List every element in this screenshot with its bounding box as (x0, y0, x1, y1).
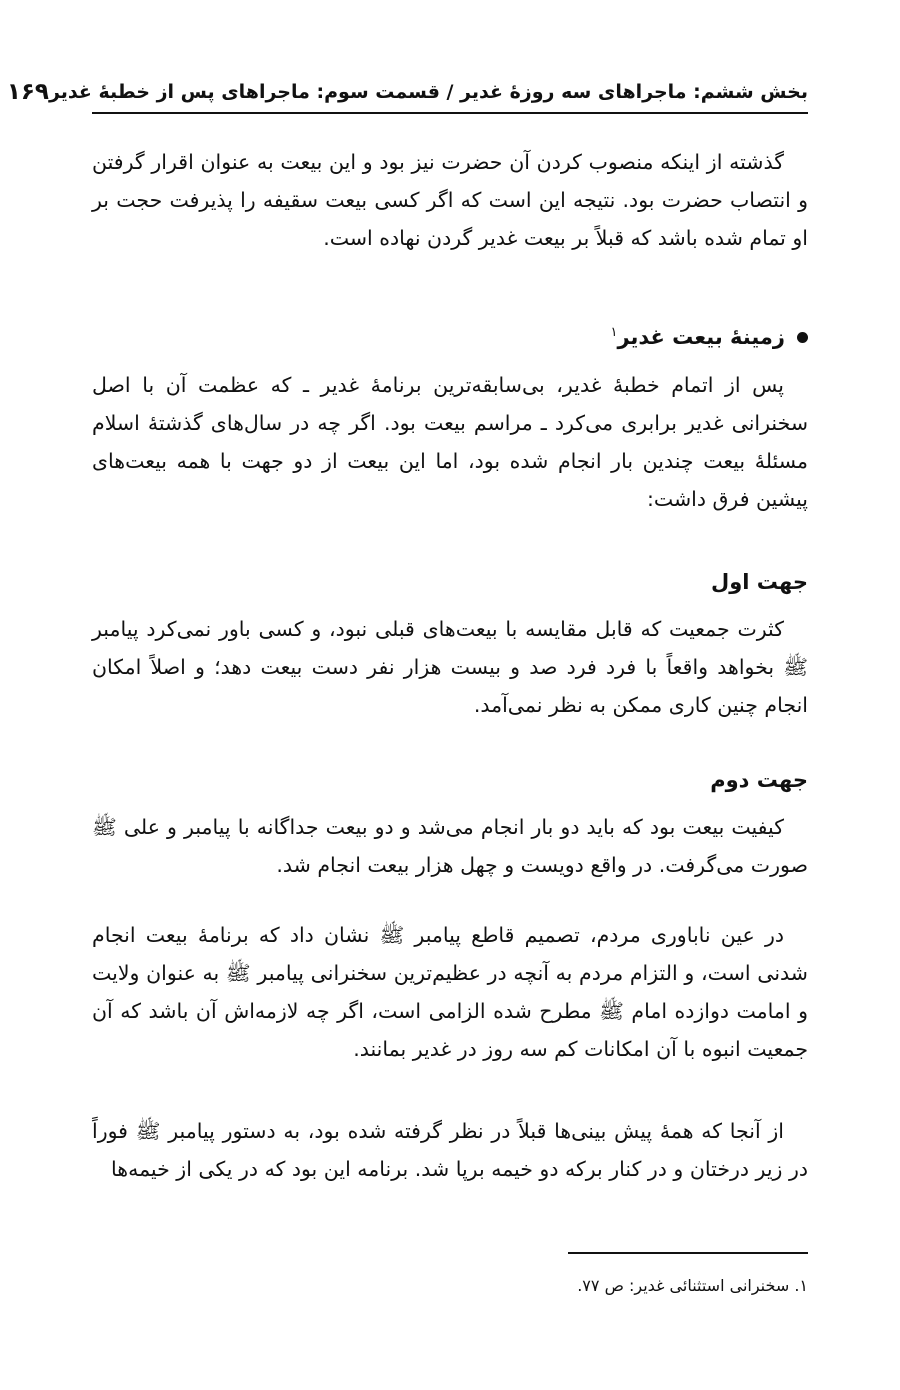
decision-paragraph-block (92, 916, 808, 1068)
section-heading (92, 325, 808, 349)
intro-paragraph-block (92, 143, 808, 257)
first-aspect-heading: جهت اول (710, 570, 808, 594)
second-aspect-paragraph: کیفیت بیعت بود که باید دو بار انجام می‌شد و دو بیعت جداگانه با پیامبر و علی ﷺ صورت می‌گرفت. در واقع دویست و چهل هزار بیعت انجام شد. (92, 815, 808, 877)
decision-paragraph: در عین ناباوری مردم، تصمیم قاطع پیامبر ﷺ نشان داد که برنامۀ بیعت انجام شدنی است، و التزام مردم به آنچه در عظیم‌ترین سخنرانی پیامبر ﷺ به عنوان ولایت و امامت دوازده امام ﷺ مطرح شده الزامی است، اگر چه لازمه‌اش آن باشد که آن جمعیت انبوه با آن امکانات کم سه روز در غدیر بمانند. (92, 923, 808, 1061)
tents-paragraph: از آنجا که همۀ پیش بینی‌ها قبلاً در نظر گرفته شده بود، به دستور پیامبر ﷺ فوراً در زیر درختان و در کنار برکه دو خیمه برپا شد. برنامه این بود که در یکی از خیمه‌ها (92, 1119, 808, 1181)
tents-paragraph-block (92, 1112, 808, 1188)
footnote-divider (568, 1252, 808, 1254)
footnote-text: ۱. سخنرانی استثنائی غدیر: ص ۷۷. (577, 1276, 808, 1295)
page-number: ۱۶۹ (6, 79, 49, 105)
book-page (6, 0, 808, 1390)
background-paragraph: پس از اتمام خطبۀ غدیر، بی‌سابقه‌ترین برنامۀ غدیر ـ که عظمت آن با اصل سخنرانی غدیر برابری می‌کرد ـ مراسم بیعت بود. اگر چه در سال‌های گذشتۀ اسلام مسئلۀ بیعت چندین بار انجام شده بود، اما این بیعت از دو جهت با همه بیعت‌های پیشین فرق داشت: (92, 373, 808, 511)
second-aspect-heading: جهت دوم (710, 768, 808, 792)
running-header (6, 72, 808, 114)
second-aspect-paragraph-block (92, 808, 808, 884)
footnote-reference: ۱ (610, 325, 618, 340)
first-aspect-paragraph-block (92, 610, 808, 724)
background-paragraph-block (92, 366, 808, 518)
section-heading-text: زمینۀ بیعت غدیر (617, 325, 785, 349)
header-title: بخش ششم: ماجراهای سه روزۀ غدیر / قسمت سوم: ماجراهای پس از خطبۀ غدیر (48, 81, 808, 103)
intro-paragraph: گذشته از اینکه منصوب کردن آن حضرت نیز بود و این بیعت به عنوان اقرار گرفتن و انتصاب حضرت بود. نتیجه این است که اگر کسی بیعت سقیفه را پذیرفت حجت بر او تمام شده باشد که قبلاً بر بیعت غدیر گردن نهاده است. (92, 150, 808, 250)
bullet-icon (797, 332, 808, 343)
first-aspect-paragraph: کثرت جمعیت که قابل مقایسه با بیعت‌های قبلی نبود، و کسی باور نمی‌کرد پیامبر ﷺ بخواهد واقعاً با فرد فرد صد و بیست هزار نفر دست بیعت دهد؛ و اصلاً امکان انجام چنین کاری ممکن به نظر نمی‌آمد. (92, 617, 808, 717)
